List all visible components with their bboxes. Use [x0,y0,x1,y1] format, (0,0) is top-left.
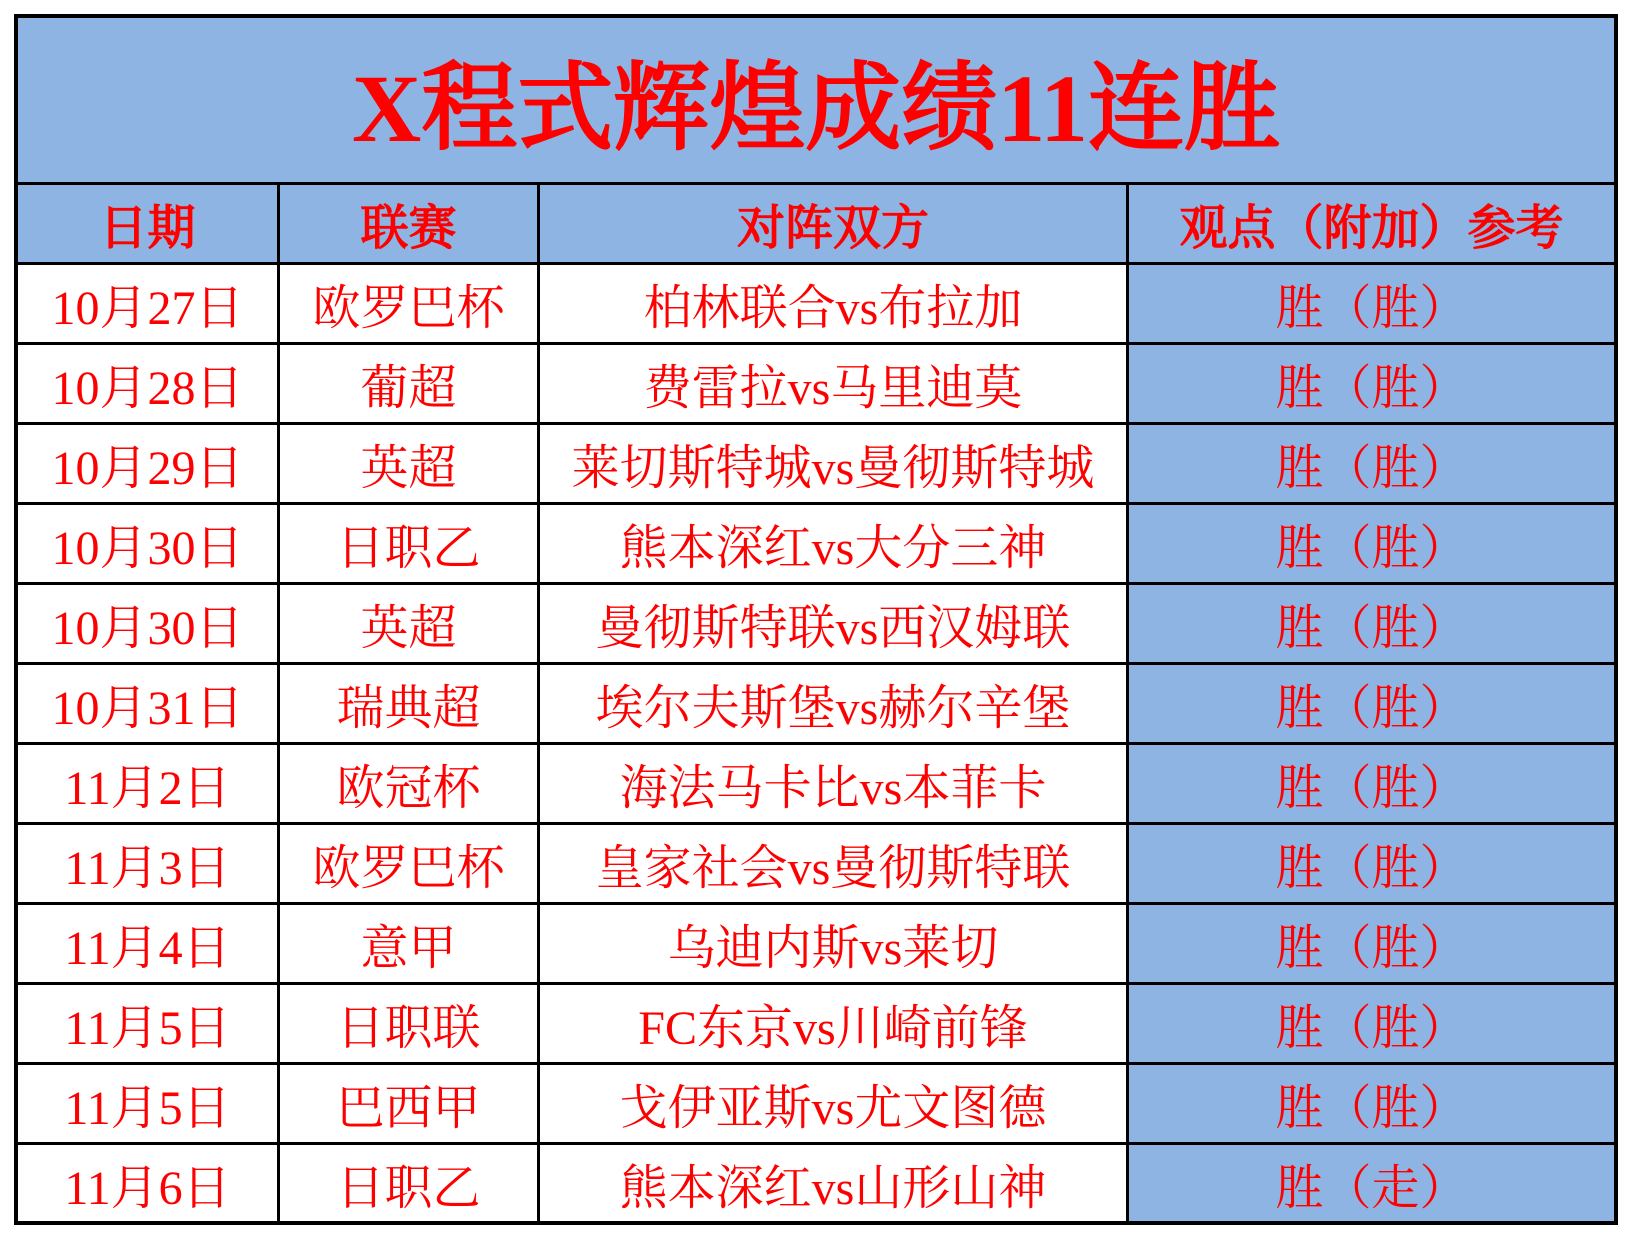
match-cell: 戈伊亚斯vs尤文图德 [540,1065,1129,1142]
header-row [18,185,1614,265]
date-cell: 11月2日 [18,745,280,822]
league-cell: 欧罗巴杯 [280,265,540,342]
result-cell: 胜（胜） [1129,745,1614,822]
date-cell: 10月31日 [18,665,280,742]
result-cell: 胜（胜） [1129,585,1614,662]
header-date: 日期 [18,185,280,262]
results-table [14,14,1618,1225]
result-cell: 胜（胜） [1129,265,1614,342]
date-cell: 10月30日 [18,505,280,582]
match-cell: 埃尔夫斯堡vs赫尔辛堡 [540,665,1129,742]
league-cell: 瑞典超 [280,665,540,742]
table-row [18,265,1614,345]
match-cell: 熊本深红vs大分三神 [540,505,1129,582]
match-cell: 费雷拉vs马里迪莫 [540,345,1129,422]
match-cell: 曼彻斯特联vs西汉姆联 [540,585,1129,662]
date-cell: 11月6日 [18,1145,280,1221]
table-row [18,345,1614,425]
result-cell: 胜（胜） [1129,825,1614,902]
date-cell: 11月3日 [18,825,280,902]
date-cell: 10月30日 [18,585,280,662]
league-cell: 欧冠杯 [280,745,540,822]
table-row [18,425,1614,505]
table-row [18,665,1614,745]
date-cell: 11月5日 [18,985,280,1062]
table-row [18,985,1614,1065]
result-cell: 胜（胜） [1129,345,1614,422]
result-cell: 胜（胜） [1129,985,1614,1062]
header-opinion: 观点（附加）参考 [1129,185,1614,262]
date-cell: 10月27日 [18,265,280,342]
league-cell: 日职联 [280,985,540,1062]
result-cell: 胜（胜） [1129,905,1614,982]
match-cell: 莱切斯特城vs曼彻斯特城 [540,425,1129,502]
league-cell: 日职乙 [280,505,540,582]
league-cell: 英超 [280,425,540,502]
match-cell: 皇家社会vs曼彻斯特联 [540,825,1129,902]
result-cell: 胜（胜） [1129,665,1614,742]
result-cell: 胜（胜） [1129,505,1614,582]
date-cell: 11月4日 [18,905,280,982]
league-cell: 日职乙 [280,1145,540,1221]
league-cell: 葡超 [280,345,540,422]
match-cell: FC东京vs川崎前锋 [540,985,1129,1062]
page-title: X程式辉煌成绩11连胜 [351,54,1281,162]
title-banner [18,18,1614,185]
date-cell: 10月28日 [18,345,280,422]
match-cell: 乌迪内斯vs莱切 [540,905,1129,982]
table-row [18,1145,1614,1221]
league-cell: 巴西甲 [280,1065,540,1142]
league-cell: 英超 [280,585,540,662]
result-cell: 胜（走） [1129,1145,1614,1221]
header-match: 对阵双方 [540,185,1129,262]
league-cell: 欧罗巴杯 [280,825,540,902]
match-cell: 熊本深红vs山形山神 [540,1145,1129,1221]
header-league: 联赛 [280,185,540,262]
table-row [18,745,1614,825]
result-cell: 胜（胜） [1129,425,1614,502]
table-row [18,585,1614,665]
date-cell: 10月29日 [18,425,280,502]
result-cell: 胜（胜） [1129,1065,1614,1142]
table-row [18,905,1614,985]
table-row [18,825,1614,905]
match-cell: 海法马卡比vs本菲卡 [540,745,1129,822]
match-cell: 柏林联合vs布拉加 [540,265,1129,342]
date-cell: 11月5日 [18,1065,280,1142]
table-row [18,1065,1614,1145]
league-cell: 意甲 [280,905,540,982]
table-row [18,505,1614,585]
